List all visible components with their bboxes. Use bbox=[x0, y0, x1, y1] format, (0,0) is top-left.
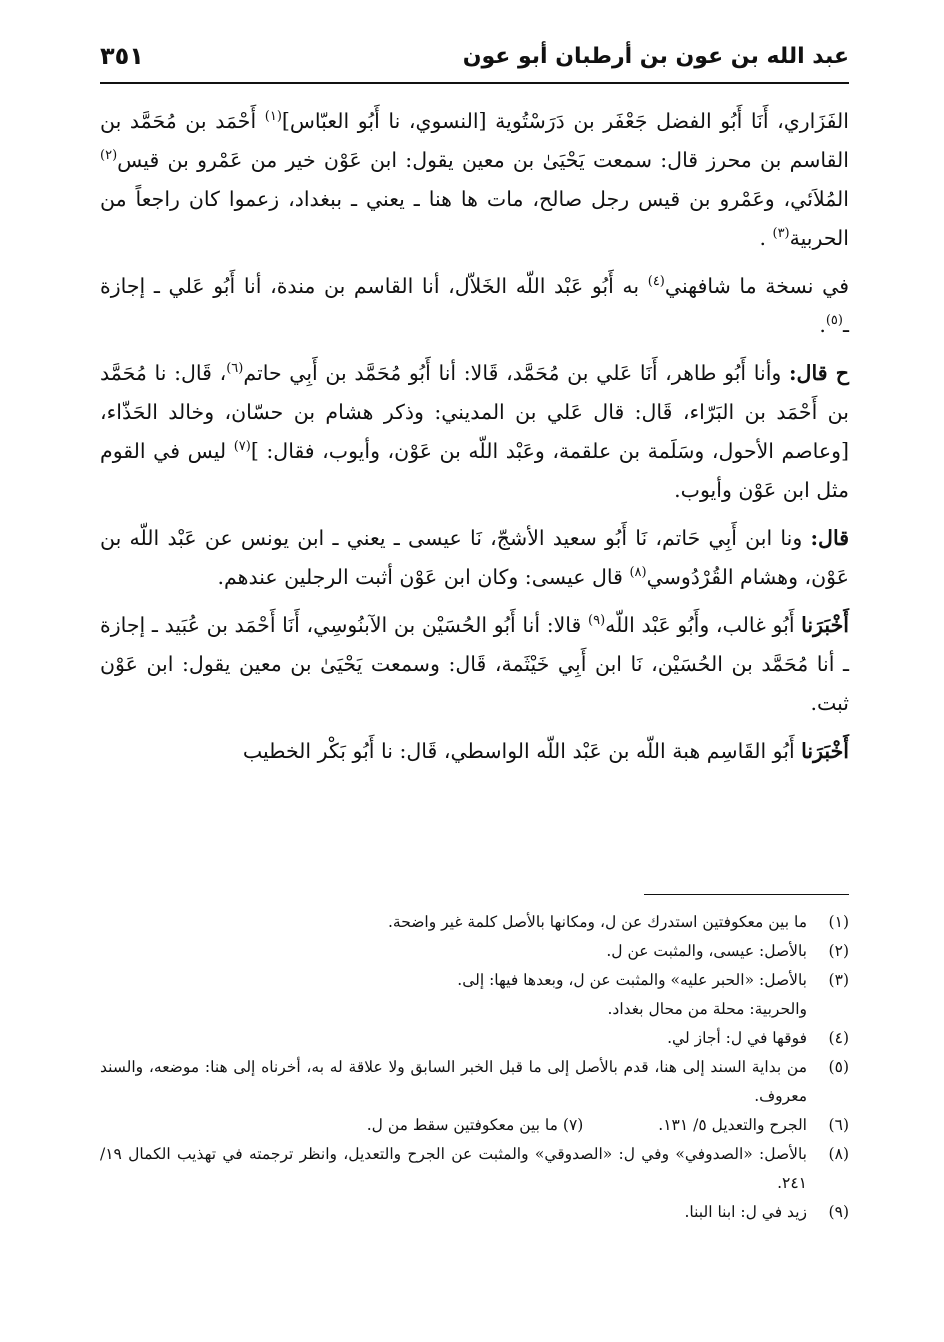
footnote-2 bbox=[100, 937, 849, 966]
footnote-5 bbox=[100, 1053, 849, 1111]
footnote-marker-4: (٤) bbox=[647, 274, 665, 290]
footnote-8 bbox=[100, 1140, 849, 1198]
footnote-number: (٥) bbox=[828, 1058, 849, 1076]
footnote-number: (٣) bbox=[828, 971, 849, 989]
paragraph-5 bbox=[100, 606, 849, 723]
page-header bbox=[100, 38, 849, 84]
footnote-number: (٩) bbox=[828, 1203, 849, 1221]
paragraph-text: ، قَال: نا مُحَمَّد بن أَحْمَد بن البَرّاء، قَال: قال عَلي بن المديني: وذكر هشام بن حسّان، وخالد الحَذّاء، [وعاصم الأحول، وسَلَمة بن علقمة، وعَبْد اللّه بن عَوْن، وأيوب، فقال: ] bbox=[100, 361, 849, 463]
footnote-6-text: الجرح والتعديل ٥/ ١٣١. bbox=[658, 1116, 807, 1134]
running-title: عبد الله بن عون بن أرطبان أبو عون bbox=[462, 44, 849, 69]
paragraph-text: . bbox=[819, 313, 826, 337]
paragraph-text: وأنا أَبُو طاهر، أَنَا عَلي بن مُحَمَّد، قَالا: أنا أَبُو مُحَمَّد بن أَبِي حاتم bbox=[243, 361, 789, 385]
footnote-text: بالأصل: عيسى، والمثبت عن ل. bbox=[606, 942, 807, 960]
paragraph-lead: قال: bbox=[810, 526, 849, 550]
footnote-text: بالأصل: «الصدوفي» وفي ل: «الصدوقي» والمثبت عن الجرح والتعديل، وانظر ترجمته في تهذيب الكمال ١٩/ ٢٤١. bbox=[100, 1145, 807, 1192]
footnote-7-number: (٧) bbox=[562, 1116, 584, 1134]
footnote-1 bbox=[100, 908, 849, 937]
footnote-marker-1: (١) bbox=[264, 109, 282, 125]
paragraph-text: المُلاَئي، وعَمْرو بن قيس رجل صالح، مات ها هنا ـ يعني ـ ببغداد، زعموا كان راجعاً من الحربية bbox=[100, 187, 849, 250]
footnote-text: فوقها في ل: أجاز لي. bbox=[667, 1029, 807, 1047]
page-number: ٣٥١ bbox=[100, 42, 144, 70]
paragraph-text: قالا: أنا أَبُو الحُسَيْن بن الآبنُوسِي، أَنَا أَحْمَد بن عُبَيد ـ إجازة ـ أنا مُحَمَّد بن الحُسَيْن، نَا ابن أَبِي خَيْثَمة، قَال: وسمعت يَحْيَىٰ بن معين يقول: ابن عَوْن ثبت. bbox=[100, 613, 849, 715]
paragraph-lead: أَخْبَرَنا bbox=[801, 739, 849, 763]
paragraph-text: أَبُو غالب، وأَبُو عَبْد اللّه bbox=[605, 613, 802, 637]
footnote-number: (٦) bbox=[828, 1116, 849, 1134]
paragraph-text: أَحْمَد بن مُحَمَّد بن القاسم بن محرز قال: سمعت يَحْيَىٰ بن معين يقول: ابن عَوْن خير من عَمْرو بن قيس bbox=[100, 109, 849, 172]
paragraph-text: قال عيسى: وكان ابن عَوْن أثبت الرجلين عندهم. bbox=[217, 565, 630, 589]
footnote-text bbox=[100, 1111, 807, 1140]
footnote-number: (١) bbox=[828, 913, 849, 931]
footnote-marker-2: (٢) bbox=[100, 148, 118, 164]
footnote-marker-8: (٨) bbox=[629, 565, 647, 581]
footnote-6-7 bbox=[100, 1111, 849, 1140]
paragraph-6 bbox=[100, 732, 849, 771]
paragraph-4 bbox=[100, 519, 849, 597]
footnote-number: (٤) bbox=[828, 1029, 849, 1047]
footnote-text: زيد في ل: ابنا البنا. bbox=[684, 1203, 807, 1221]
paragraph-text: ونا ابن أَبِي حَاتم، نَا أَبُو سعيد الأشجّ، نَا عيسى ـ يعني ـ ابن يونس عن عَبْد اللّه بن عَوْن، وهشام القُرْدُوسي bbox=[100, 526, 849, 589]
footnote-text: ما بين معكوفتين استدرك عن ل، ومكانها بالأصل كلمة غير واضحة. bbox=[387, 913, 807, 931]
footnote-marker-5: (٥) bbox=[825, 313, 843, 329]
main-text bbox=[100, 102, 849, 780]
footnote-number: (٨) bbox=[828, 1145, 849, 1163]
footnote-text bbox=[100, 966, 807, 1024]
footnote-marker-7: (٧) bbox=[233, 439, 251, 455]
paragraph-lead: ح قال: bbox=[788, 361, 849, 385]
footnotes bbox=[100, 908, 849, 1227]
paragraph-text: الفَزَاري، أَنَا أَبُو الفضل جَعْفَر بن دَرَسْتُوية [النسوي، نا أَبُو العبّاس] bbox=[281, 109, 849, 133]
paragraph-1 bbox=[100, 102, 849, 258]
footnote-line: والحربية: محلة من محال بغداد. bbox=[607, 1000, 807, 1018]
footnote-3 bbox=[100, 966, 849, 1024]
footnote-text: من بداية السند إلى هنا، قدم بالأصل إلى ما قبل الخبر السابق ولا علاقة له به، أخرناه إلى هنا: موضعه، والسند معروف. bbox=[100, 1058, 807, 1105]
paragraph-3 bbox=[100, 354, 849, 510]
footnote-9 bbox=[100, 1198, 849, 1227]
paragraph-lead: أَخْبَرَنا bbox=[801, 613, 849, 637]
footnote-marker-9: (٩) bbox=[588, 613, 606, 629]
paragraph-text: أَبُو القَاسِم هبة اللّه بن عَبْد اللّه الواسطي، قَال: نا أَبُو بَكْر الخطيب bbox=[242, 739, 802, 763]
footnote-marker-6: (٦) bbox=[226, 361, 244, 377]
paragraph-text: به أَبُو عَبْد اللّه الخَلاّل، أنا القاسم بن مندة، أنا أَبُو عَلي ـ إجازة ـ bbox=[100, 274, 849, 337]
footnote-4 bbox=[100, 1024, 849, 1053]
footnote-line: بالأصل: «الحبر عليه» والمثبت عن ل، وبعدها فيها: إلى. bbox=[457, 971, 807, 989]
paragraph-text: . bbox=[759, 226, 773, 250]
footnote-7-text: ما بين معكوفتين سقط من ل. bbox=[366, 1116, 558, 1134]
footnote-number: (٢) bbox=[828, 942, 849, 960]
paragraph-text: ليس في القوم مثل ابن عَوْن وأيوب. bbox=[100, 439, 849, 502]
footnote-marker-3: (٣) bbox=[772, 226, 790, 242]
paragraph-2 bbox=[100, 267, 849, 345]
paragraph-text: في نسخة ما شافهني bbox=[664, 274, 849, 298]
footnote-divider bbox=[644, 894, 849, 895]
